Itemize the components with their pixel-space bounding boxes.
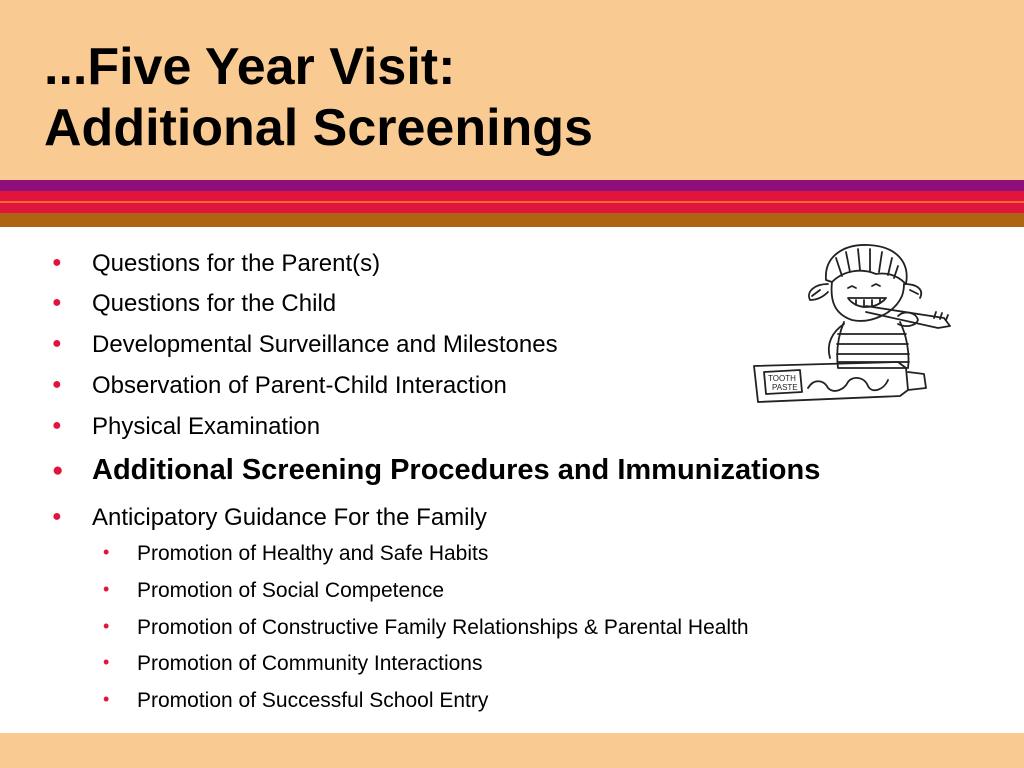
list-item [52,250,381,278]
sub-list-item [103,579,444,603]
sub-bullet-icon: • [103,689,110,709]
tube-label-line2: PASTE [772,383,798,392]
sub-list-item [103,616,749,640]
shirt-stripes [837,334,909,362]
sub-list-item-text: Promotion of Community Interactions [137,652,483,675]
footer-band [0,733,1024,768]
sub-list-item-text: Promotion of Healthy and Safe Habits [137,542,489,565]
list-item-highlighted [52,454,821,487]
tube-label-line1: TOOTH [768,374,796,383]
bullet-icon: ● [52,254,62,271]
bullet-icon: ● [52,376,62,393]
child-brushing-teeth-illustration [748,240,960,420]
left-ponytail [809,284,828,300]
list-item [52,504,487,532]
bullet-icon: ● [52,294,62,311]
list-item-text: Questions for the Child [92,290,337,317]
tube-cap [908,372,926,390]
bullet-icon: ● [52,460,64,481]
bullet-icon: ● [52,508,62,525]
bullet-icon: ● [52,417,62,434]
eyes [848,284,880,288]
sub-bullet-icon: • [103,542,110,562]
face [832,282,904,321]
list-item [52,331,558,359]
tube-squiggle [808,378,888,391]
sub-bullet-icon: • [103,616,110,636]
list-item-text: Observation of Parent-Child Interaction [92,372,507,399]
list-item [52,413,321,441]
sub-list-item-text: Promotion of Successful School Entry [137,689,489,712]
sub-list-item-text: Promotion of Constructive Family Relationships & Parental Health [137,616,749,639]
sub-list-item-text: Promotion of Social Competence [137,579,444,602]
list-item-text: Additional Screening Procedures and Immunizations [92,454,821,486]
title-line-2: Additional Screenings [44,99,593,157]
sub-list-item [103,689,489,713]
title-line-1: ...Five Year Visit: [44,38,456,96]
list-item-text: Anticipatory Guidance For the Family [92,504,487,531]
sub-list-item [103,652,483,676]
list-item [52,372,507,400]
list-item [52,290,337,318]
list-item-text: Questions for the Parent(s) [92,250,381,277]
sub-bullet-icon: • [103,652,110,672]
list-item-text: Physical Examination [92,413,321,440]
list-item-text: Developmental Surveillance and Milestones [92,331,558,358]
bullet-icon: ● [52,335,62,352]
right-ponytail [904,284,921,298]
sub-bullet-icon: • [103,579,110,599]
sub-list-item [103,542,489,566]
